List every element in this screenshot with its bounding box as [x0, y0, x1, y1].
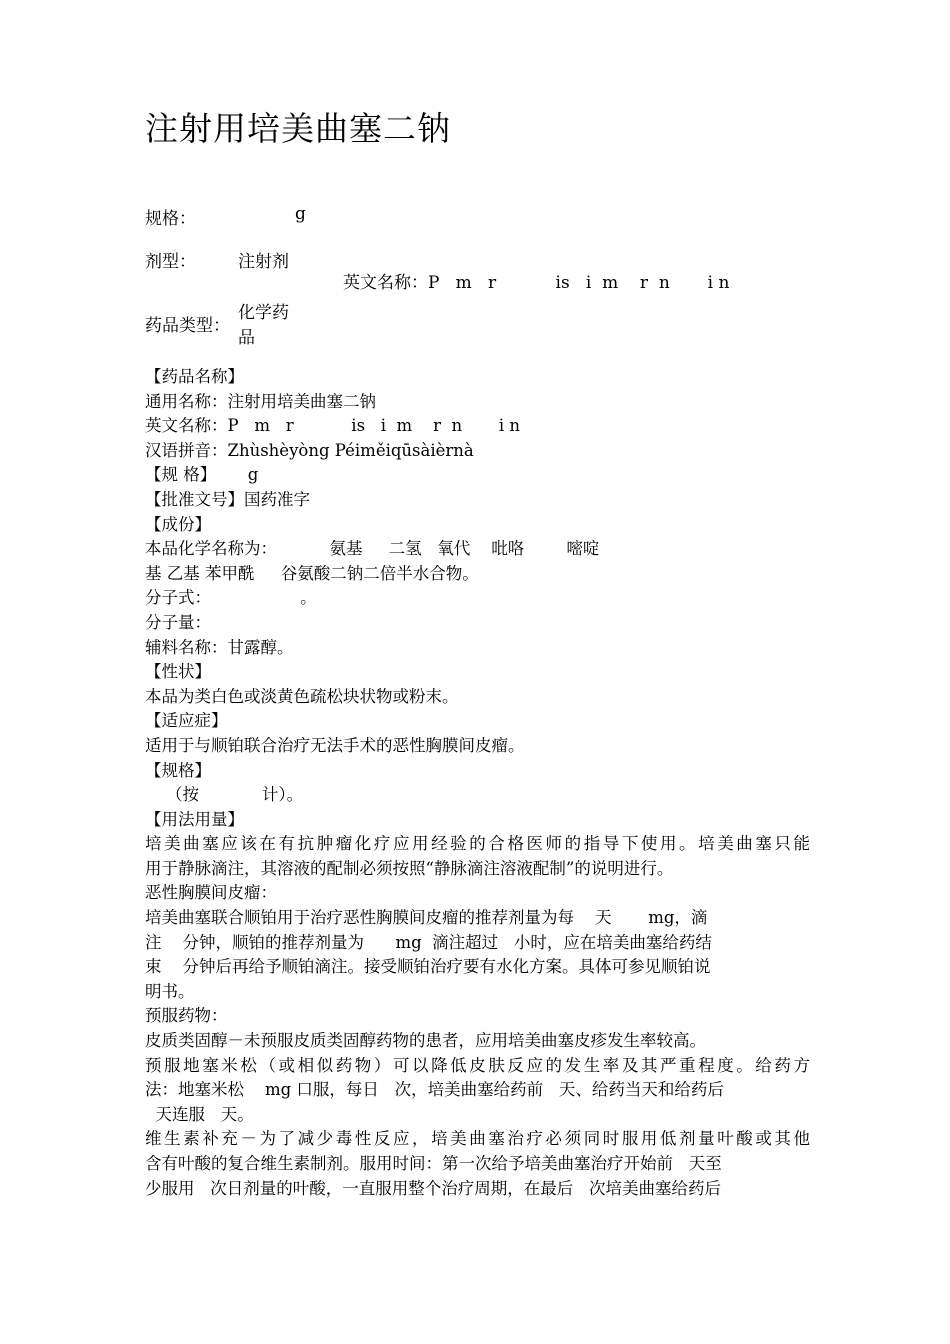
section-heading-indication: 【适应症】: [145, 711, 228, 731]
dosage-text-6: 明书。: [145, 981, 195, 1001]
form-label: 剂型：: [145, 252, 196, 272]
section-heading-drug-name: 【药品名称】: [145, 367, 244, 386]
spec-value: g: [295, 204, 306, 224]
dosage-text-4: 注 分钟，顺铂的推荐剂量为 mg 滴注超过 小时，应在培美曲塞给药结: [145, 932, 712, 952]
type-value-line1: 化学药: [238, 303, 289, 323]
vitamin-text-2: 含有叶酸的复合维生素制剂。服用时间：第一次给予培美曲塞治疗开始前 天至: [145, 1154, 722, 1173]
section-heading-spec: 【规 格】 g: [145, 465, 259, 485]
section-heading-dosage: 【用法用量】: [145, 809, 244, 829]
english-name: 英文名称：P m r is i m r n i n: [145, 416, 521, 436]
section-heading-ingredients: 【成份】: [145, 514, 211, 534]
type-value-line2: 品: [238, 328, 255, 348]
dosage-text-2: 用于静脉滴注，其溶液的配制必须按照“静脉滴注溶液配制”的说明进行。: [145, 858, 674, 878]
indication-text: 适用于与顺铂联合治疗无法手术的恶性胸膜间皮瘤。: [145, 735, 525, 755]
molecular-formula: 分子式： 。: [145, 588, 317, 608]
form-value: 注射剂: [238, 252, 289, 272]
spec-label: 规格：: [145, 209, 196, 229]
type-label: 药品类型：: [145, 316, 230, 336]
vitamin-text-3: 少服用 次日剂量的叶酸，一直服用整个治疗周期，在最后 次培美曲塞给药后: [145, 1178, 721, 1198]
dosage-text-5: 束 分钟后再给予顺铂滴注。接受顺铂治疗要有水化方案。具体可参见顺铂说: [145, 957, 711, 977]
premed-text-3: 法：地塞米松 mg 口服，每日 次，培美曲塞给药前 天、给药当天和给药后: [145, 1080, 724, 1100]
molecular-weight: 分子量：: [145, 612, 211, 632]
document-body: [145, 365, 810, 1201]
premed-text-2: 预服地塞米松（或相似药物）可以降低皮肤反应的发生率及其严重程度。给药方: [145, 1055, 810, 1075]
excipient: 辅料名称：甘露醇。: [145, 637, 294, 657]
section-heading-spec-2: 【规格】: [145, 760, 211, 780]
pinyin-name: 汉语拼音：Zhùshèyòng Péiměiqūsàièrnà: [145, 440, 474, 460]
section-heading-approval: 【批准文号】国药准字: [145, 489, 310, 509]
english-value: P m r is i m r n i n: [428, 273, 730, 293]
dosage-text-3: 培美曲塞联合顺铂用于治疗恶性胸膜间皮瘤的推荐剂量为每 天 mg，滴: [145, 908, 708, 928]
english-label: 英文名称：: [343, 273, 428, 293]
dosage-text-1: 培美曲塞应该在有抗肿瘤化疗应用经验的合格医师的指导下使用。培美曲塞只能: [145, 834, 810, 854]
chemical-name-line1: 本品化学名称为： 氨基 二氢 氧代 吡咯 嘧啶: [145, 539, 600, 559]
subheading-premedication: 预服药物：: [145, 1006, 228, 1026]
section-heading-description: 【性状】: [145, 662, 211, 682]
subheading-mesothelioma: 恶性胸膜间皮瘤：: [145, 883, 277, 903]
generic-name: 通用名称：注射用培美曲塞二钠: [145, 391, 376, 411]
premed-text-4: 天连服 天。: [145, 1104, 254, 1124]
vitamin-text-1: 维生素补充－为了减少毒性反应，培美曲塞治疗必须同时服用低剂量叶酸或其他: [145, 1129, 810, 1149]
spec-text: （按 计）。: [145, 785, 304, 805]
english-name-row: [343, 268, 729, 293]
premed-text-1: 皮质类固醇－未预服皮质类固醇药物的患者，应用培美曲塞皮疹发生率较高。: [145, 1031, 706, 1051]
page-title: 注射用培美曲塞二钠: [145, 109, 451, 148]
description-text: 本品为类白色或淡黄色疏松块状物或粉末。: [145, 686, 459, 706]
chemical-name-line2: 基 乙基 苯甲酰 谷氨酸二钠二倍半水合物。: [145, 563, 479, 583]
